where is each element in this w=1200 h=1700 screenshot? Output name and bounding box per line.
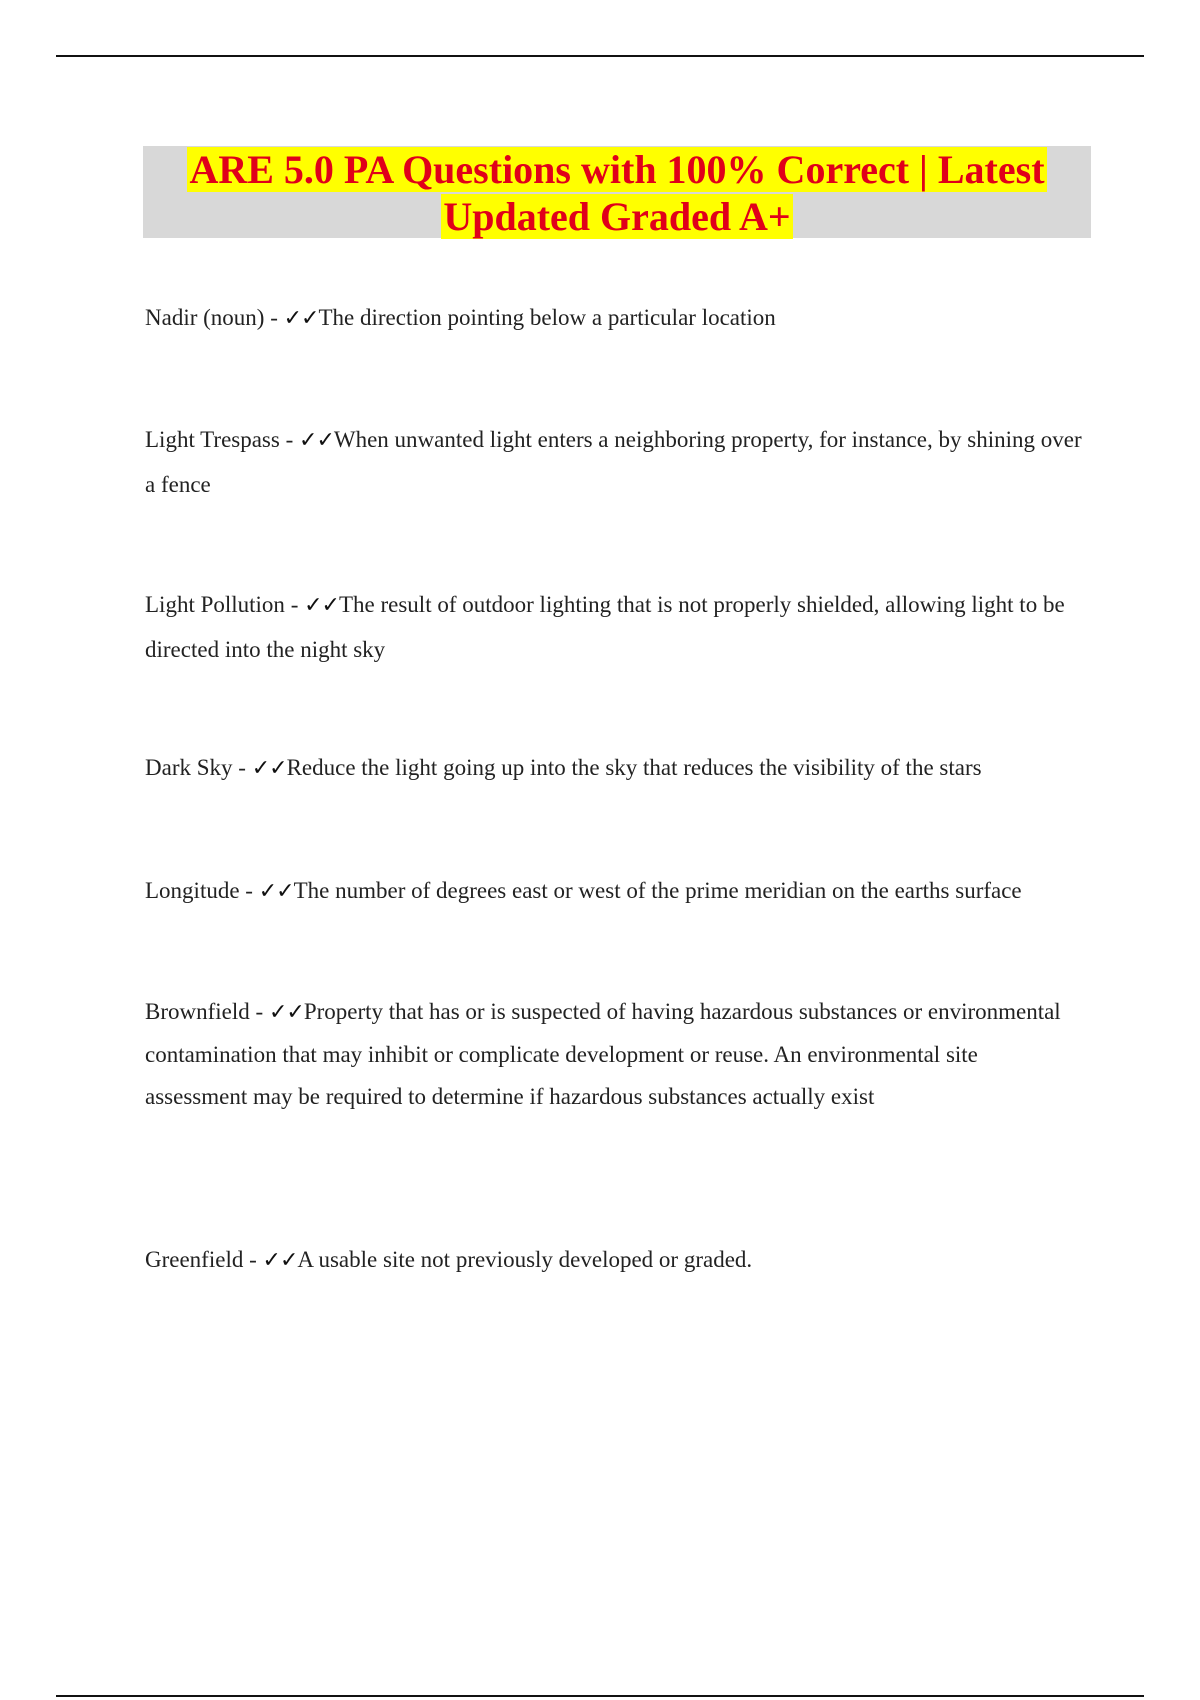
entry-separator: - [284,592,305,617]
entry-definition: A usable site not previously developed or graded. [297,1247,753,1272]
double-check-icon: ✓✓ [304,593,339,618]
entry-definition: The number of degrees east or west of the prime meridian on the earths surface [293,878,1022,903]
entry-separator: - [239,878,259,903]
entry-definition: Reduce the light going up into the sky that reduces the visibility of the stars [286,755,982,780]
entry-definition: Property that has or is suspected of having hazardous substances or environmental contamination that may inhibit or complicate development or reuse. An environmental site assessment may be required to determine if hazardous substances actually exist [145,999,1061,1109]
flashcard-entry [145,418,1095,507]
double-check-icon: ✓✓ [299,428,334,453]
entry-separator: - [232,755,252,780]
double-check-icon: ✓✓ [268,1000,304,1025]
entry-term: Dark Sky [145,755,233,780]
entry-separator: - [243,1247,263,1272]
entry-term: Light Trespass [145,427,280,452]
double-check-icon: ✓✓ [251,756,287,781]
entry-term: Brownfield [145,999,250,1024]
document-title-banner [143,146,1091,238]
flashcard-entry [145,1238,1095,1283]
double-check-icon: ✓✓ [258,879,294,904]
title-line-2: Updated Graded A+ [443,194,791,239]
entry-definition: The direction pointing below a particular location [318,305,776,330]
entry-term: Light Pollution [145,592,285,617]
title-line-1: ARE 5.0 PA Questions with 100% Correct | Latest [189,147,1045,192]
page-top-rule [56,55,1144,57]
entry-separator: - [279,427,300,452]
double-check-icon: ✓✓ [262,1248,298,1273]
document-title [187,146,1046,240]
entry-definition: The result of outdoor lighting that is not properly shielded, allowing light to be directed into the night sky [145,592,1065,662]
flashcard-entry [145,991,1065,1118]
flashcard-entry [145,296,1095,341]
entry-separator: - [249,999,269,1024]
entry-term: Greenfield [145,1247,244,1272]
flashcard-entry [145,746,1095,791]
flashcard-entry [145,869,1095,914]
entry-definition: When unwanted light enters a neighboring property, for instance, by shining over a fence [145,427,1082,497]
double-check-icon: ✓✓ [283,306,319,331]
entry-separator: - [264,305,284,330]
entry-term: Longitude [145,878,240,903]
entry-term: Nadir (noun) [145,305,265,330]
flashcard-entry [145,583,1095,672]
page-bottom-rule [56,1695,1144,1697]
